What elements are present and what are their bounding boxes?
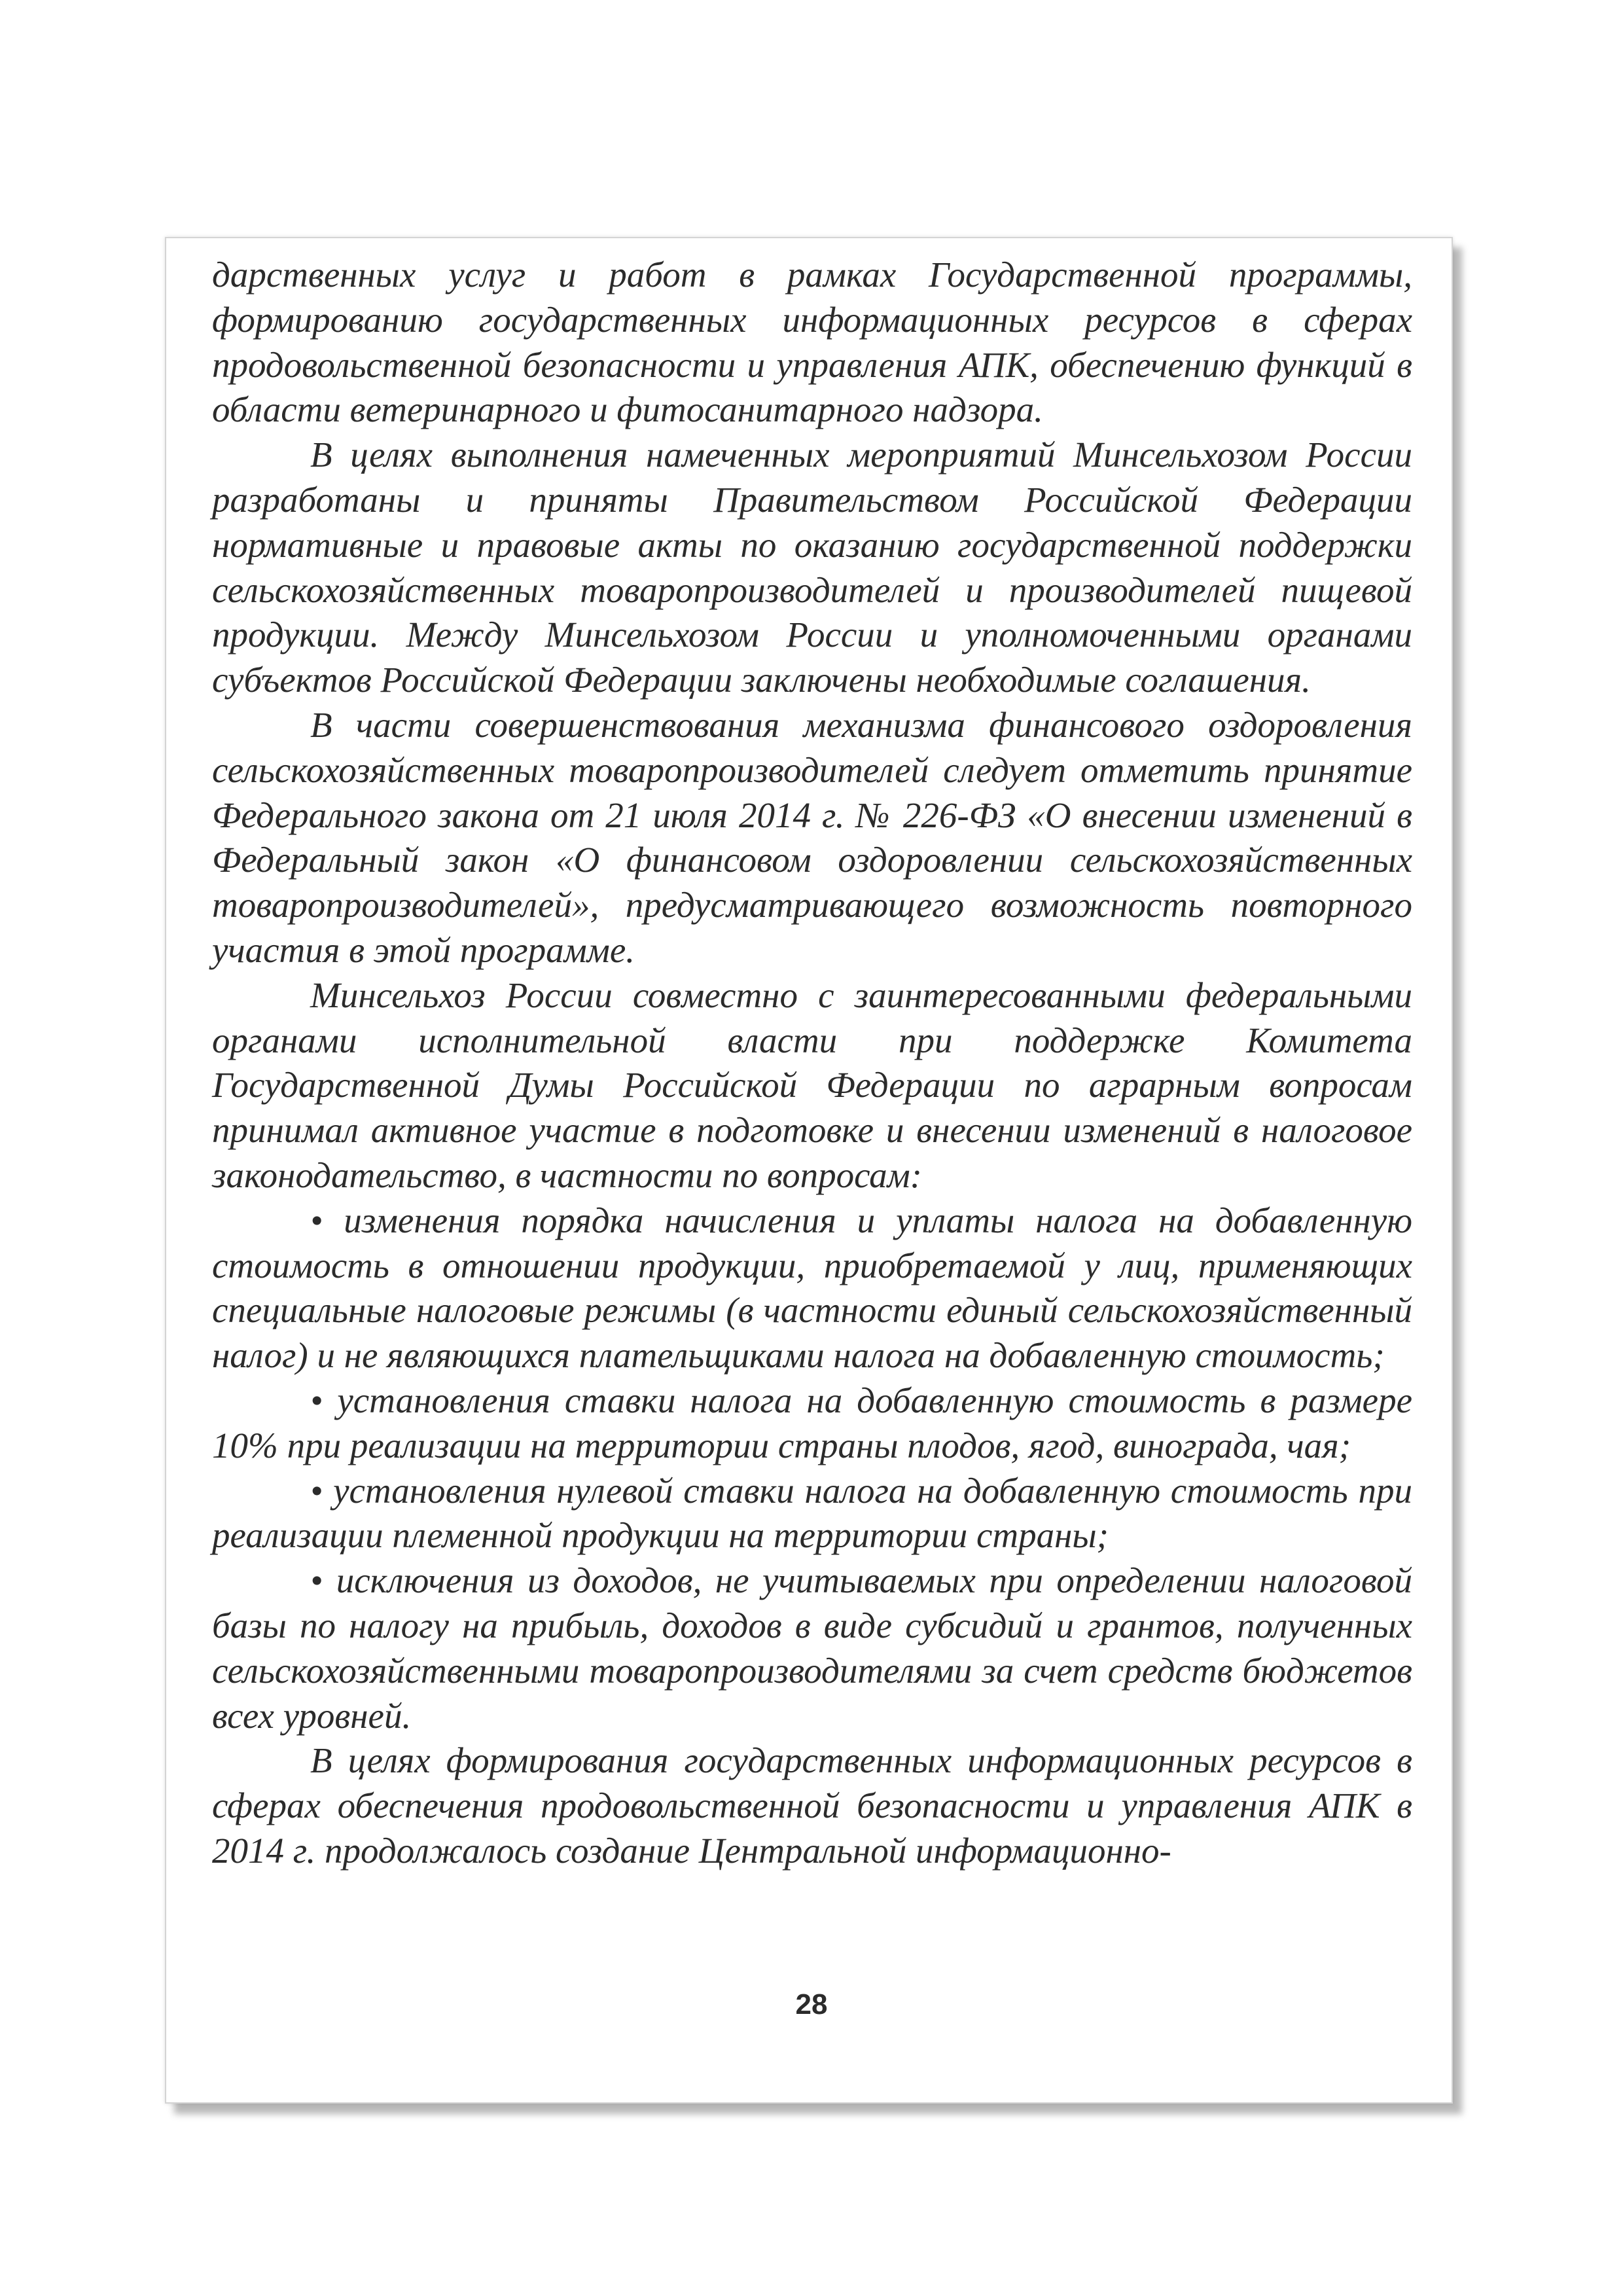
paragraph: дарственных услуг и работ в рамках Государственной программы, формированию государственных информационных ресурсов в сферах продовольственной безопасности и управления АПК, обеспечению функций в области ветеринарного и фитосанитарного надзора. (212, 255, 1412, 430)
page-number: 28 (795, 1988, 828, 2020)
paragraph: Минсельхоз России совместно с заинтересованными федеральными органами исполнительной власти при поддержке Комитета Государственной Думы Российской Федерации по аграрным вопросам принимал активное участие в подготовке и внесении изменений в налоговое законодательство, в частности по вопросам: (212, 975, 1412, 1195)
paragraph: В части совершенствования механизма финансового оздоровления сельскохозяйственных товаропроизводителей следует отметить принятие Федерального закона от 21 июля 2014 г. № 226-ФЗ «О внесении изменений в Федеральный закон «О финансовом оздоровлении сельскохозяйственных товаропроизводителей», предусматривающего возможность повторного участия в этой программе. (212, 704, 1412, 970)
bullet-item: • изменения порядка начисления и уплаты налога на добавленную стоимость в отношении продукции, приобретаемой у лиц, применяющих специальные налоговые режимы (в частности единый сельскохозяйственный налог) и не являющихся плательщиками налога на добавленную стоимость; (212, 1200, 1412, 1376)
bullet-item: • установления ставки налога на добавленную стоимость в размере 10% при реализации на территории страны плодов, ягод, винограда, чая; (212, 1380, 1412, 1465)
body-text (212, 253, 1412, 1874)
paragraph: В целях выполнения намеченных мероприятий Минсельхозом России разработаны и приняты Правительством Российской Федерации нормативные и правовые акты по оказанию государственной поддержки сельскохозяйственных товаропроизводителей и производителей пищевой продукции. Между Минсельхозом России и уполномоченными органами субъектов Российской Федерации заключены необходимые соглашения. (212, 435, 1412, 700)
paragraph: В целях формирования государственных информационных ресурсов в сферах обеспечения продовольственной безопасности и управления АПК в 2014 г. продолжалось создание Центральной информационно- (212, 1740, 1412, 1871)
bullet-item: • исключения из доходов, не учитываемых при определении налоговой базы по налогу на прибыль, доходов в виде субсидий и грантов, полученных сельскохозяйственными товаропроизводителями за счет средств бюджетов всех уровней. (212, 1560, 1412, 1736)
bullet-item: • установления нулевой ставки налога на добавленную стоимость при реализации племенной продукции на территории страны; (212, 1470, 1412, 1556)
